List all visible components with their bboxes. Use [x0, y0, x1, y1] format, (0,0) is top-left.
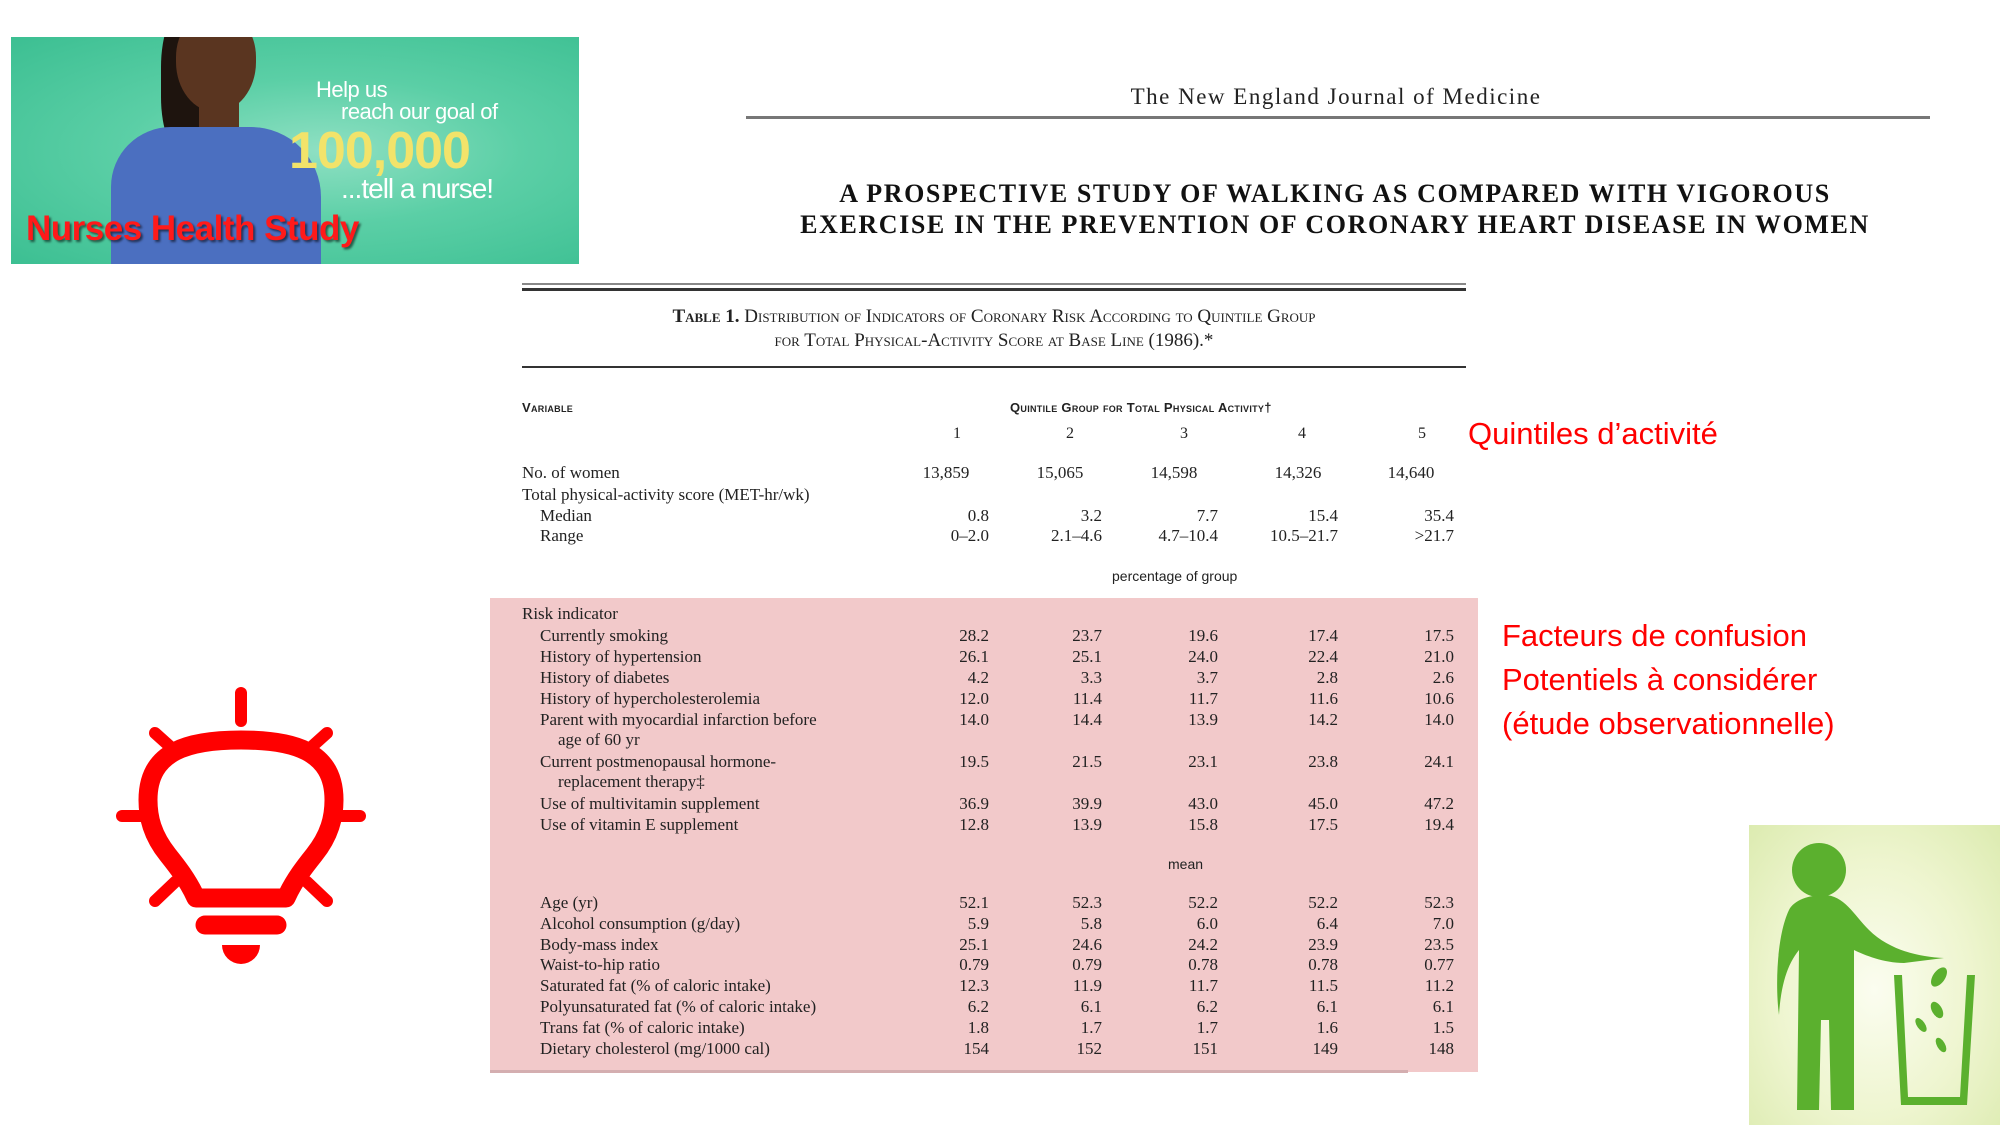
banner-line-tell: ...tell a nurse! [341, 173, 494, 204]
table-caption-line1: Distribution of Indicators of Coronary Risk According to Quintile Group [744, 306, 1316, 327]
annotation-confounders-line1: Facteurs de confusion [1502, 618, 1808, 653]
table-cell: 3.7 [1196, 668, 1218, 687]
table-cell: 3.2 [1080, 506, 1102, 525]
table-cell: 13,859 [922, 463, 970, 482]
table-cell: 1.7 [1196, 1017, 1218, 1037]
table-cell: 52.2 [1308, 893, 1338, 912]
table-cell: 0.79 [959, 955, 989, 975]
table-cell: 6.1 [1432, 997, 1454, 1016]
table-cell: 5.9 [967, 913, 989, 933]
table-cell: 17.5 [1308, 815, 1338, 834]
quintile-header: Quintile Group for Total Physical Activity† [1010, 400, 1272, 415]
table-cell: 0.78 [1188, 955, 1218, 975]
table-cell: 14.2 [1308, 710, 1338, 729]
table-cell: 1.7 [1080, 1017, 1102, 1037]
table-cell: 25.1 [959, 934, 989, 954]
row-label: Trans fat (% of caloric intake) [540, 1017, 745, 1037]
table-cell: 28.2 [959, 626, 989, 645]
banner-line-help: Help us [316, 77, 388, 102]
quintile-3-header: 3 [1180, 425, 1188, 442]
row-label: Saturated fat (% of caloric intake) [540, 976, 771, 996]
table-cell: 10.5–21.7 [1270, 526, 1338, 545]
table-cell: 14,326 [1274, 463, 1322, 482]
table-cell: 4.2 [967, 668, 989, 687]
table-cell: 1.5 [1432, 1017, 1454, 1037]
table-cell: 13.9 [1188, 710, 1218, 729]
table-cell: 14,640 [1387, 463, 1435, 482]
row-label: Total physical-activity score (MET-hr/wk) [522, 485, 810, 504]
table-caption-line2: for Total Physical-Activity Score at Base Line (1986).* [774, 330, 1214, 351]
row-label: History of hypertension [540, 647, 702, 666]
table-cell: 24.2 [1188, 934, 1218, 954]
table-cell: 23.8 [1308, 752, 1338, 771]
table-cell: 11.6 [1308, 689, 1338, 708]
quintile-5-header: 5 [1418, 425, 1426, 442]
table-cell: 23.1 [1188, 752, 1218, 771]
table-cell: 2.8 [1316, 668, 1338, 687]
table-cell: 43.0 [1188, 794, 1218, 813]
table-cell: 7.7 [1196, 506, 1218, 525]
annotation-confounders [1502, 614, 1835, 746]
table-cell: 25.1 [1072, 647, 1102, 666]
table-cell: 24.0 [1188, 647, 1218, 666]
row-label: History of diabetes [540, 668, 670, 687]
banner-line-reach: reach our goal of [341, 99, 498, 124]
table-cell: 24.1 [1424, 752, 1454, 771]
table-cell: 52.3 [1072, 893, 1102, 912]
person-littering-icon [1749, 825, 2000, 1125]
table-cell: 24.6 [1072, 934, 1102, 954]
table-cell: 12.3 [959, 976, 989, 996]
table-cell: 6.1 [1316, 997, 1338, 1016]
study-name-label: Nurses Health Study [26, 209, 359, 248]
table-cell: 11.7 [1188, 976, 1218, 996]
table-cell: 0.78 [1308, 955, 1338, 975]
row-label: Use of vitamin E supplement [540, 815, 739, 834]
table-cell: 6.1 [1080, 997, 1102, 1016]
row-label: Currently smoking [540, 626, 668, 645]
row-label: Waist-to-hip ratio [540, 955, 660, 975]
table-cell: 11.5 [1308, 976, 1338, 996]
table-cell: 0.79 [1072, 955, 1102, 975]
lightbulb-icon [110, 685, 372, 967]
table-cell: >21.7 [1414, 526, 1454, 545]
table-cell: 1.8 [967, 1017, 989, 1037]
variable-header: Variable [522, 400, 574, 415]
risk-indicator-header: Risk indicator [522, 604, 618, 623]
table-cell: 47.2 [1424, 794, 1454, 813]
table-cell: 7.0 [1432, 913, 1454, 933]
table-cell: 152 [1076, 1038, 1102, 1058]
journal-name: The New England Journal of Medicine [1130, 84, 1542, 109]
article-title [740, 178, 1930, 240]
section-label-percentage: percentage of group [1112, 568, 1238, 584]
article-title-line2: EXERCISE IN THE PREVENTION OF CORONARY HEART DISEASE IN WOMEN [800, 210, 1870, 239]
table-cell: 52.2 [1188, 893, 1218, 912]
table-cell: 10.6 [1424, 689, 1454, 708]
table-cell: 3.3 [1080, 668, 1102, 687]
table-cell: 149 [1312, 1038, 1338, 1058]
table-cell: 52.1 [959, 893, 989, 912]
table-cell: 19.6 [1188, 626, 1218, 645]
table-cell: 21.0 [1424, 647, 1454, 666]
table-cell: 151 [1192, 1038, 1218, 1058]
table-cell: 2.1–4.6 [1051, 526, 1102, 545]
table-cell: 39.9 [1072, 794, 1102, 813]
table-rule [522, 288, 1466, 291]
row-label: Current postmenopausal hormone- [540, 752, 777, 771]
table-cell: 45.0 [1308, 794, 1338, 813]
highlight-shadow [490, 1070, 1408, 1073]
table-cell: 35.4 [1424, 506, 1454, 525]
table-cell: 11.9 [1072, 976, 1102, 996]
table-cell: 0.8 [967, 506, 989, 525]
nurses-health-study-banner [11, 37, 579, 264]
annotation-confounders-line2: Potentiels à considérer [1502, 662, 1818, 697]
table-cell: 15,065 [1036, 463, 1084, 482]
table-cell: 19.4 [1424, 815, 1454, 834]
row-label: No. of women [522, 463, 620, 482]
table-cell: 0–2.0 [950, 526, 989, 545]
table-cell: 15.8 [1188, 815, 1218, 834]
table-cell: 11.2 [1424, 976, 1454, 996]
annotation-confounders-line3: (étude observationnelle) [1502, 706, 1835, 741]
table-cell: 11.4 [1072, 689, 1102, 708]
table-cell: 15.4 [1308, 506, 1338, 525]
table-cell: 14.0 [1424, 710, 1454, 729]
table-cell: 6.4 [1316, 913, 1338, 933]
table-rule [522, 366, 1466, 368]
row-label-continuation: replacement therapy‡ [558, 772, 705, 791]
banner-goal-number: 100,000 [289, 122, 470, 180]
row-label-continuation: age of 60 yr [558, 730, 640, 749]
table-caption-label: Table 1. [672, 306, 740, 327]
table-cell: 4.7–10.4 [1158, 526, 1218, 545]
table-rule [522, 283, 1466, 285]
row-label: History of hypercholesterolemia [540, 689, 760, 708]
article-title-line1: A PROSPECTIVE STUDY OF WALKING AS COMPARED WITH VIGOROUS [839, 179, 1831, 208]
table-cell: 11.7 [1188, 689, 1218, 708]
table-cell: 17.5 [1424, 626, 1454, 645]
table-cell: 13.9 [1072, 815, 1102, 834]
table-cell: 17.4 [1308, 626, 1338, 645]
table-cell: 14,598 [1150, 463, 1198, 482]
table-cell: 22.4 [1308, 647, 1338, 666]
table-cell: 26.1 [959, 647, 989, 666]
table-cell: 6.2 [967, 997, 989, 1016]
table-cell: 6.0 [1196, 913, 1218, 933]
table-cell: 23.7 [1072, 626, 1102, 645]
row-label: Polyunsaturated fat (% of caloric intake) [540, 997, 817, 1016]
table-cell: 5.8 [1080, 913, 1102, 933]
section-label-mean: mean [1168, 856, 1204, 872]
annotation-quintiles: Quintiles d’activité [1468, 416, 1718, 451]
table-cell: 23.5 [1424, 934, 1454, 954]
row-label: Use of multivitamin supplement [540, 794, 760, 813]
row-label: Range [540, 526, 584, 545]
table-cell: 154 [963, 1038, 989, 1058]
table-cell: 14.0 [959, 710, 989, 729]
table-cell: 23.9 [1308, 934, 1338, 954]
quintile-2-header: 2 [1066, 425, 1074, 442]
table-cell: 0.77 [1424, 955, 1454, 975]
table-cell: 12.0 [959, 689, 989, 708]
table-cell: 12.8 [959, 815, 989, 834]
journal-rule [746, 116, 1930, 119]
row-label: Median [540, 506, 592, 525]
table-cell: 2.6 [1432, 668, 1454, 687]
row-label: Parent with myocardial infarction before [540, 710, 817, 729]
table-cell: 1.6 [1316, 1017, 1338, 1037]
table-cell: 14.4 [1072, 710, 1102, 729]
quintile-4-header: 4 [1298, 425, 1306, 442]
row-label: Alcohol consumption (g/day) [540, 913, 741, 933]
row-label: Age (yr) [540, 893, 599, 912]
quintile-1-header: 1 [953, 425, 961, 442]
table-cell: 19.5 [959, 752, 989, 771]
table-cell: 148 [1428, 1038, 1454, 1058]
table-cell: 52.3 [1424, 893, 1454, 912]
table-cell: 36.9 [959, 794, 989, 813]
row-label: Body-mass index [540, 934, 659, 954]
table-cell: 6.2 [1196, 997, 1218, 1016]
row-label: Dietary cholesterol (mg/1000 cal) [540, 1038, 770, 1058]
table-cell: 21.5 [1072, 752, 1102, 771]
table-caption [522, 305, 1466, 353]
